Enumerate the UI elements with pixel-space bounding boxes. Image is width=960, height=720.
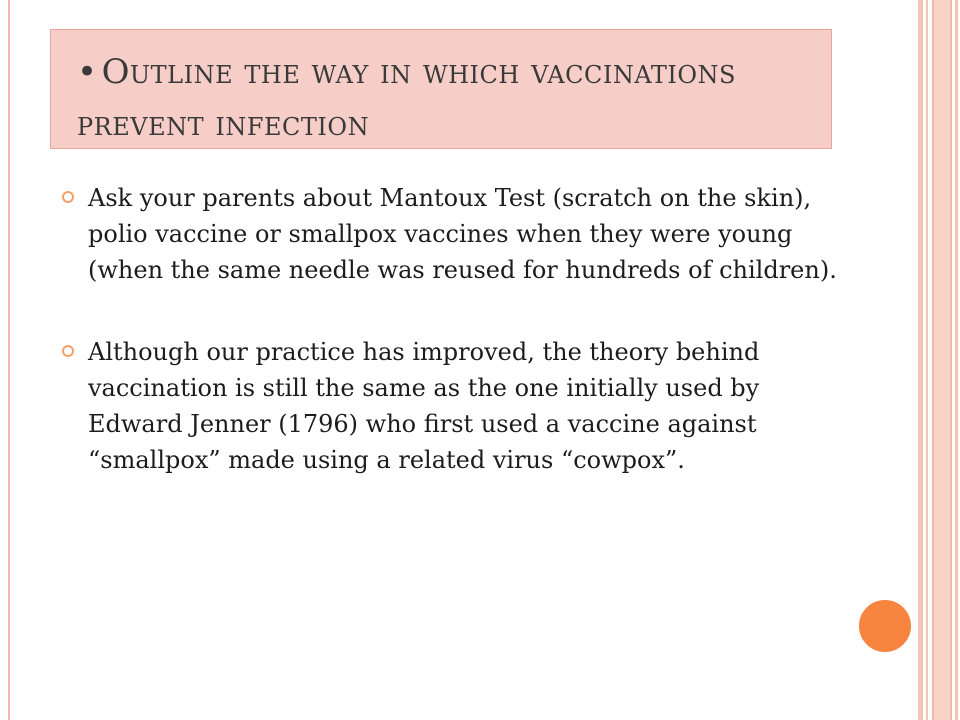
- circle-outline-icon: [62, 191, 74, 203]
- bullet-text: Ask your parents about Mantoux Test (scratch on the skin), polio vaccine or smallpox vaccines when they were young (when the same needle was reused for hundreds of children).: [88, 184, 837, 284]
- bullet-list: [60, 180, 840, 524]
- right-stripe: [932, 0, 952, 720]
- right-stripe: [955, 0, 958, 720]
- slide-title-text: Outline the way in which vaccinations prevent infection: [77, 52, 736, 144]
- orange-circle-icon: [856, 597, 914, 655]
- title-bullet-icon: •: [77, 52, 98, 92]
- right-stripe: [918, 0, 923, 720]
- bullet-text: Although our practice has improved, the theory behind vaccination is still the same as the one initially used by Edward Jenner (1796) who first used a vaccine against “smallpox” made using a related virus “cowpox”.: [88, 338, 760, 474]
- slide-title: [77, 46, 827, 150]
- left-border-line: [8, 0, 10, 720]
- right-stripe: [926, 0, 928, 720]
- list-item: [60, 180, 840, 288]
- title-box: [50, 29, 832, 149]
- circle-outline-icon: [62, 345, 74, 357]
- list-item: [60, 334, 840, 478]
